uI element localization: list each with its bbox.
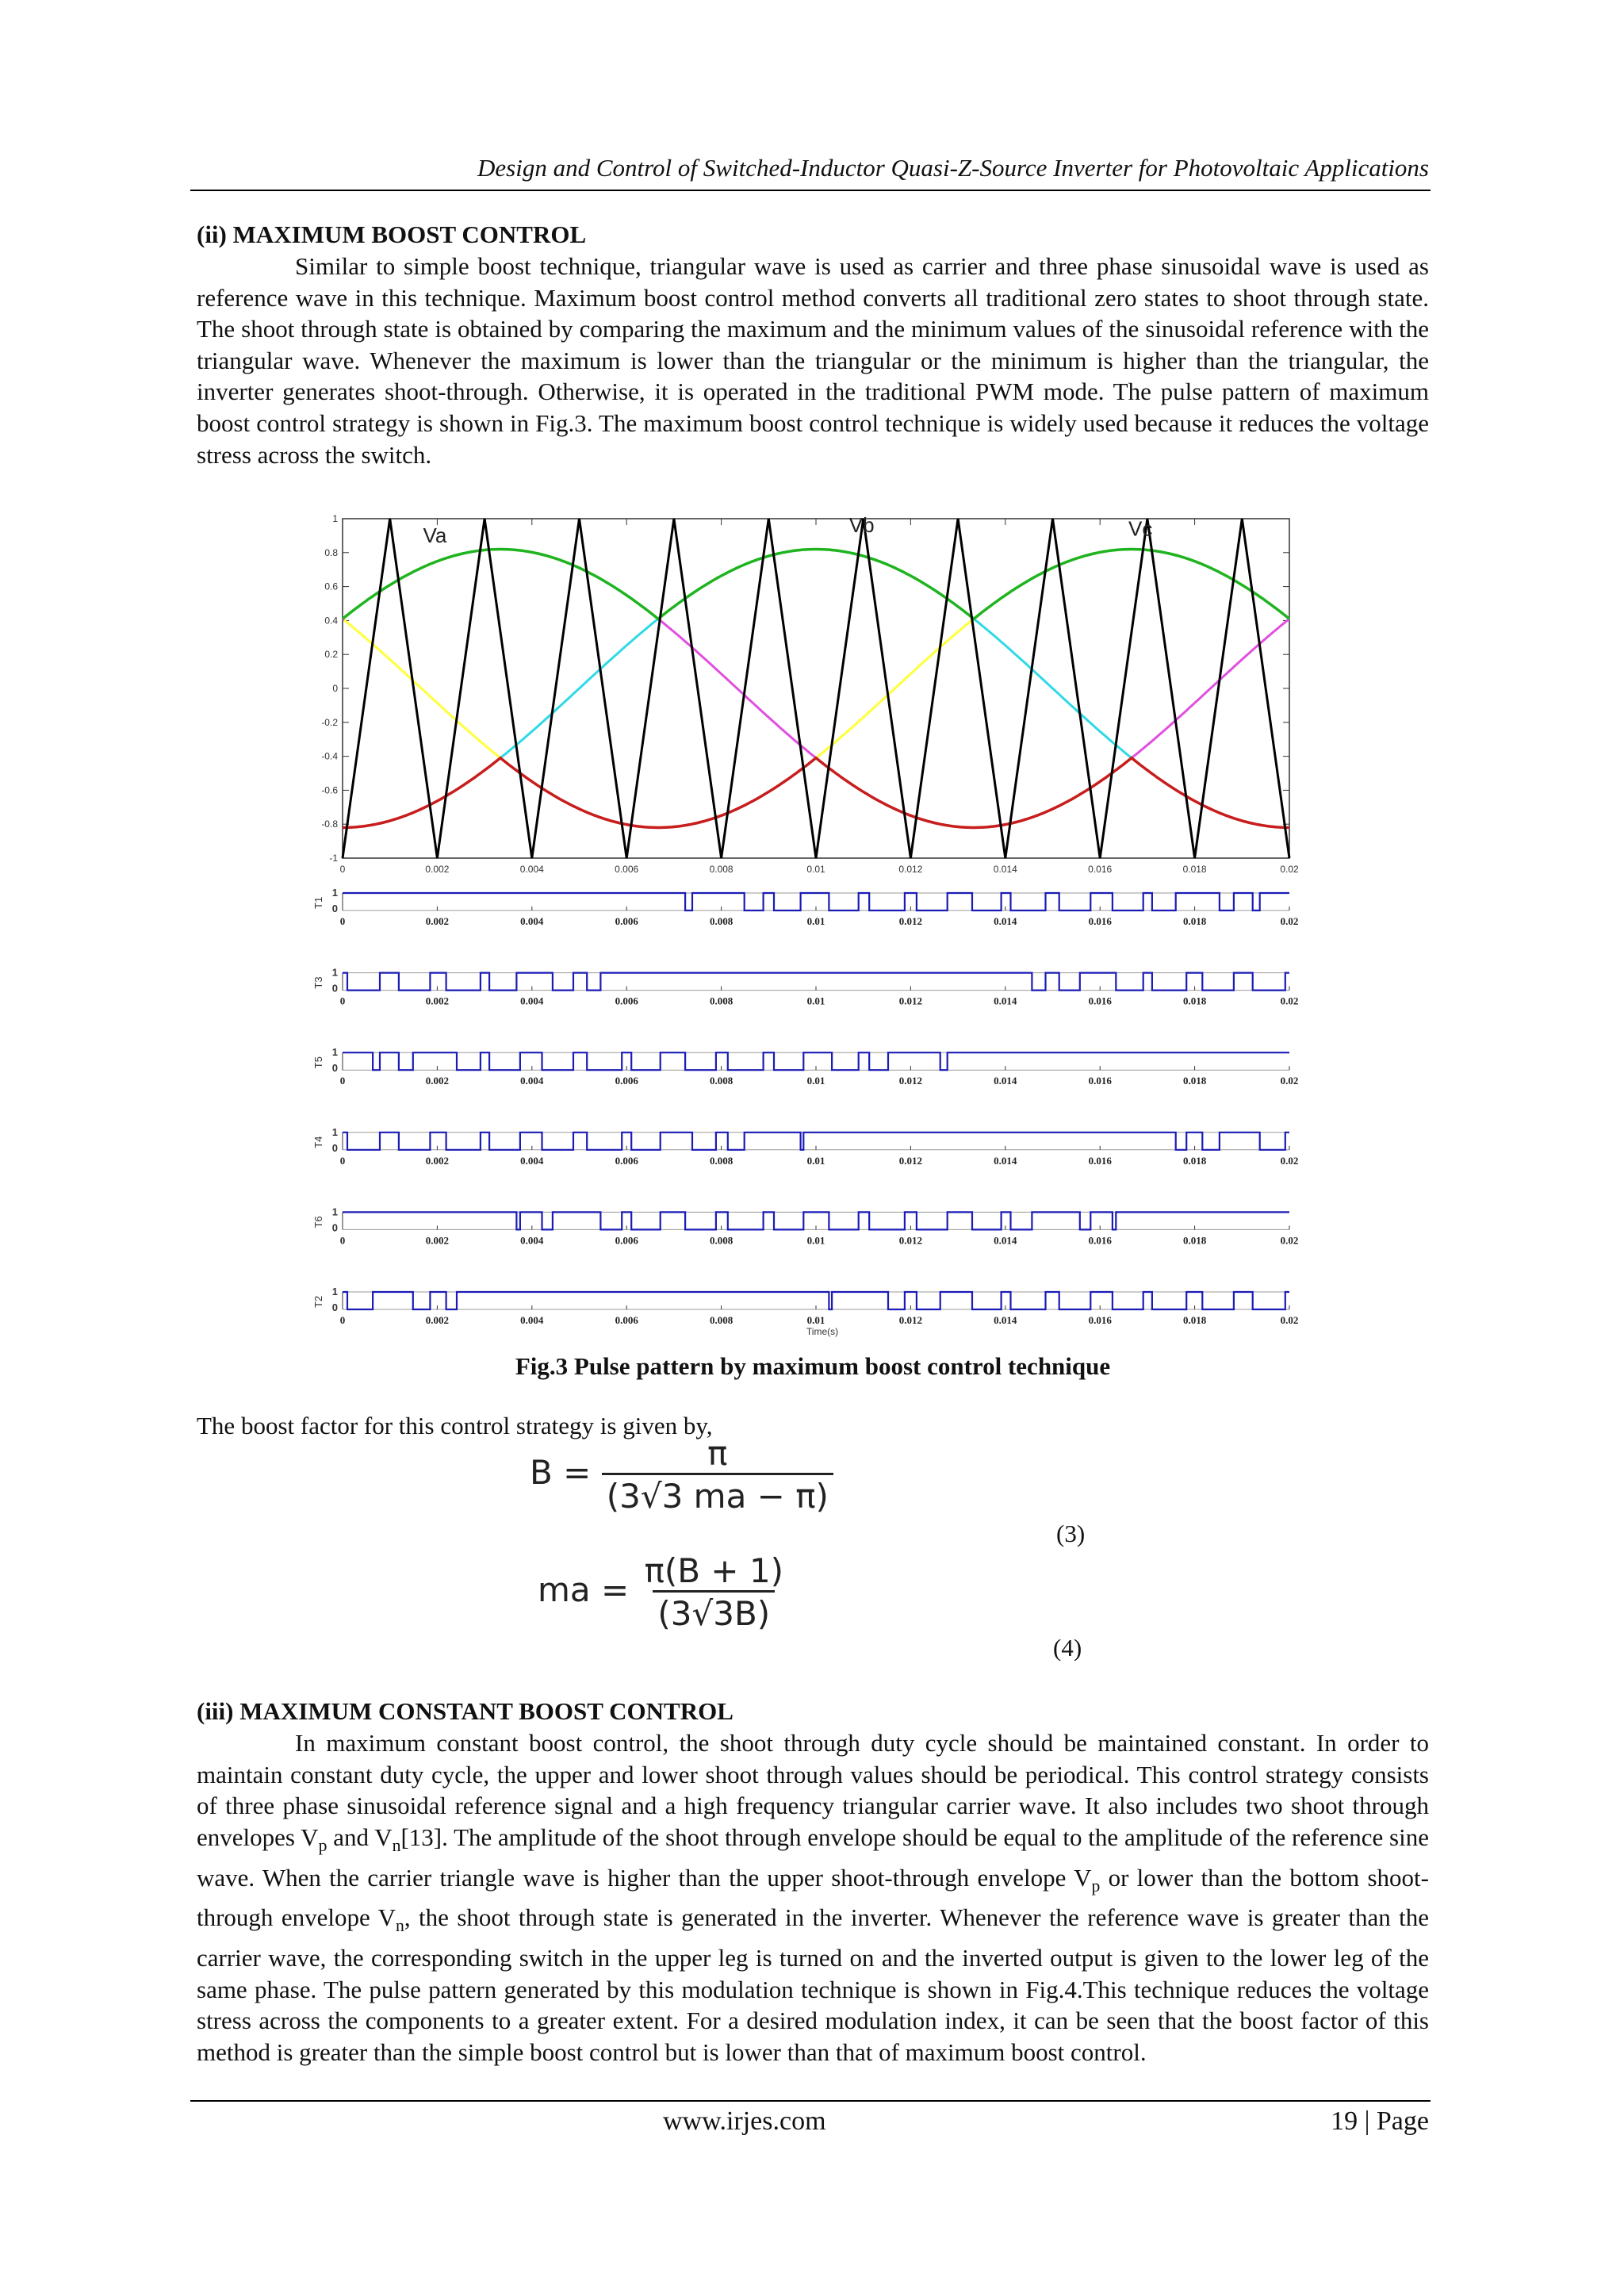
pulse-x-tick-label: 0.01	[806, 1314, 825, 1326]
figure-caption: Fig.3 Pulse pattern by maximum boost control technique	[515, 1352, 1111, 1380]
pulse-x-tick-label: 0.018	[1182, 915, 1207, 927]
x-tick-label: 0.004	[519, 864, 544, 875]
pulse-x-tick-label: 0.012	[898, 1234, 923, 1247]
pulse-x-tick-label: 0	[339, 995, 346, 1007]
pulse-x-tick-label: 0.014	[994, 915, 1017, 927]
pulse-y-tick-label: 1	[331, 1286, 338, 1297]
pulse-x-tick-label: 0.006	[615, 1314, 638, 1326]
p3-part-1: In maximum constant boost control, the shoot through duty cycle should be maintained constant. In order to maintain constant duty cycle, the upper and lower shoot through values should be periodical. This control strategy consists of three phase sinusoidal reference signal and a high frequency triangular carrier wave. It also includes two shoot through envelopes V	[197, 1729, 1429, 1851]
series-label-vc: Vc	[1128, 516, 1153, 541]
pulse-label-t6: T6	[312, 1216, 324, 1228]
pulse-x-tick-label: 0.014	[994, 1154, 1017, 1167]
pulse-x-tick-label: 0.004	[520, 1314, 544, 1326]
pulse-x-tick-label: 0.002	[425, 1314, 450, 1326]
x-tick-label: 0.012	[898, 864, 923, 875]
pulse-y-tick-label: 0	[331, 1221, 338, 1234]
pulse-x-tick-label: 0.01	[806, 1154, 825, 1167]
y-tick-label: -0.8	[321, 818, 338, 830]
header-rule	[190, 190, 1431, 191]
running-header: Design and Control of Switched-Inductor Quasi-Z-Source Inverter for Photovoltaic Applications	[477, 154, 1429, 182]
pulse-label-t2: T2	[312, 1295, 324, 1308]
pulse-x-tick-label: 0.006	[615, 915, 638, 927]
pulse-x-tick-label: 0.012	[898, 1075, 923, 1087]
paragraph-maximum-constant-boost	[197, 1727, 1429, 2068]
equation-3	[530, 1434, 833, 1516]
paragraph-maximum-boost	[197, 251, 1429, 470]
pulse-x-tick-label: 0.008	[709, 1234, 733, 1247]
pulse-x-tick-label: 0.018	[1182, 1075, 1207, 1087]
subscript-n: n	[396, 1916, 404, 1936]
subscript-n: n	[392, 1835, 401, 1855]
pulse-x-tick-label: 0.02	[1280, 995, 1299, 1007]
pulse-x-tick-label: 0	[339, 1314, 346, 1326]
y-tick-label: -0.4	[321, 750, 338, 762]
equation-3-lhs: B =	[530, 1453, 592, 1492]
pulse-x-tick-label: 0.006	[615, 1154, 638, 1167]
x-tick-label: 0.014	[993, 864, 1017, 875]
pulse-x-tick-label: 0.016	[1088, 1075, 1112, 1087]
pulse-x-tick-label: 0.012	[898, 915, 923, 927]
footer-rule	[190, 2100, 1431, 2102]
pulse-y-tick-label: 0	[331, 1141, 338, 1154]
pulse-x-tick-label: 0.02	[1280, 1314, 1299, 1326]
y-tick-label: 0.8	[324, 546, 338, 558]
pulse-x-tick-label: 0.012	[898, 1154, 923, 1167]
equation-4-number: (4)	[1053, 1634, 1082, 1662]
p3-part-5: , the shoot through state is generated in the inverter. Whenever the reference wave is greater than the carrier wave, the corresponding switch in the upper leg is turned on and the inverted output is given to the lower leg of the same phase. The pulse pattern generated by this modulation technique is shown in Fig.4.This technique reduces the voltage stress across the components to a greater extent. For a desired modulation index, it can be seen that the boost factor of this method is greater than the simple boost control but is lower than that of maximum boost control.	[197, 1903, 1429, 2066]
pulse-x-tick-label: 0.018	[1182, 995, 1207, 1007]
pulse-x-tick-label: 0.004	[520, 915, 544, 927]
carrier-triangle-line	[343, 519, 1289, 858]
pulse-x-tick-label: 0.016	[1088, 915, 1112, 927]
pulse-x-tick-label: 0	[339, 1154, 346, 1167]
footer-page-number: 19 | Page	[1331, 2106, 1429, 2136]
pulse-label-t1: T1	[312, 896, 324, 909]
pulse-x-tick-label: 0.016	[1088, 1154, 1112, 1167]
pulse-x-tick-label: 0.004	[520, 995, 544, 1007]
pulse-x-tick-label: 0.018	[1182, 1234, 1207, 1247]
equation-3-denominator: (3√3 ma − π)	[602, 1473, 833, 1516]
series-label-va: Va	[423, 523, 447, 547]
y-tick-label: 0.4	[324, 615, 338, 627]
pulse-x-tick-label: 0.002	[425, 1154, 450, 1167]
pulse-y-tick-label: 0	[331, 1301, 338, 1313]
pulse-y-tick-label: 1	[331, 1205, 338, 1218]
pulse-x-tick-label: 0	[339, 915, 346, 927]
upper-envelope-line	[343, 550, 1289, 619]
pulse-y-tick-label: 1	[331, 887, 338, 899]
y-tick-label: -0.6	[321, 784, 338, 796]
subscript-p: p	[318, 1835, 327, 1855]
pulse-x-tick-label: 0.016	[1088, 1314, 1112, 1326]
equation-4-fraction	[640, 1551, 789, 1633]
x-tick-label: 0.016	[1088, 864, 1113, 875]
pulse-label-t4: T4	[312, 1136, 324, 1148]
y-tick-label: 0	[332, 683, 338, 694]
pulse-x-tick-label: 0.004	[520, 1075, 544, 1087]
pulse-x-tick-label: 0.012	[898, 995, 923, 1007]
p3-part-3: [13]. The amplitude of the shoot through envelope should be equal to the amplitude of the reference sine wave. When the carrier triangle wave is higher than the upper shoot-through envelope V	[197, 1823, 1429, 1892]
section-heading-maximum-constant-boost: (iii) MAXIMUM CONSTANT BOOST CONTROL	[197, 1697, 733, 1725]
pulse-x-tick-label: 0.01	[806, 1075, 825, 1087]
x-tick-label: 0.002	[425, 864, 450, 875]
equation-4-numerator: π(B + 1)	[644, 1551, 784, 1590]
p3-part-4: or lower than the bottom shoot-through envelope V	[197, 1863, 1429, 1932]
pulse-x-tick-label: 0.01	[806, 915, 825, 927]
pulse-y-tick-label: 0	[331, 982, 338, 995]
lower-envelope-line	[343, 758, 1289, 828]
x-tick-label: 0.008	[709, 864, 733, 875]
pulse-x-tick-label: 0.02	[1280, 1075, 1299, 1087]
pulse-x-tick-label: 0.008	[709, 995, 733, 1007]
x-tick-label: 0.01	[806, 864, 825, 875]
paragraph-text: Similar to simple boost technique, triangular wave is used as carrier and three phase sinusoidal wave is used as reference wave in this technique. Maximum boost control method converts all traditional zero states to shoot through state. The shoot through state is obtained by comparing the maximum and the minimum values of the sinusoidal reference with the triangular wave. Whenever the maximum is lower than the triangular or the minimum is higher than the triangular, the inverter generates shoot-through. Otherwise, it is operated in the traditional PWM mode. The pulse pattern of maximum boost control strategy is shown in Fig.3. The maximum boost control technique is widely used because it reduces the voltage stress across the switch.	[197, 252, 1429, 469]
pulse-x-tick-label: 0.014	[994, 1314, 1017, 1326]
series-Vb-line	[974, 619, 1132, 757]
pulse-x-tick-label: 0.002	[425, 1234, 450, 1247]
equation-3-number: (3)	[1056, 1520, 1086, 1547]
x-tick-label: 0.006	[615, 864, 639, 875]
y-tick-label: 1	[332, 513, 338, 524]
pulse-x-tick-label: 0.008	[709, 1154, 733, 1167]
x-tick-label: 0	[339, 864, 346, 875]
plot-frame	[343, 519, 1289, 858]
pulse-y-tick-label: 0	[331, 903, 338, 914]
series-Vb-line	[500, 619, 658, 757]
pulse-x-tick-label: 0.014	[994, 1075, 1017, 1087]
x-tick-label: 0.018	[1182, 864, 1207, 875]
pulse-x-tick-label: 0.02	[1280, 1154, 1299, 1167]
pulse-x-tick-label: 0	[339, 1234, 346, 1247]
pulse-pattern-chart	[311, 508, 1316, 1347]
pulse-x-tick-label: 0.006	[615, 995, 638, 1007]
pulse-x-tick-label: 0.018	[1182, 1154, 1207, 1167]
y-tick-label: 0.2	[324, 649, 338, 661]
y-tick-label: -1	[329, 853, 338, 864]
equation-3-fraction	[602, 1434, 833, 1516]
equation-4-denominator: (3√3B)	[653, 1590, 775, 1633]
figure-pulse-pattern	[311, 508, 1316, 1347]
pulse-y-tick-label: 1	[331, 966, 338, 979]
x-axis-label: Time(s)	[806, 1326, 839, 1337]
pulse-label-t5: T5	[312, 1056, 324, 1069]
pulse-x-tick-label: 0.01	[806, 1234, 825, 1247]
subscript-p: p	[1091, 1876, 1101, 1895]
pulse-x-tick-label: 0.004	[520, 1234, 544, 1247]
pulse-x-tick-label: 0.02	[1280, 915, 1299, 927]
equation-4-lhs: ma =	[538, 1570, 630, 1609]
footer-website: www.irjes.com	[663, 2106, 826, 2136]
pulse-x-tick-label: 0.012	[898, 1314, 923, 1326]
section-heading-maximum-boost: (ii) MAXIMUM BOOST CONTROL	[197, 220, 587, 248]
pulse-x-tick-label: 0.008	[709, 915, 733, 927]
pulse-y-tick-label: 1	[331, 1046, 338, 1059]
pulse-x-tick-label: 0.002	[425, 915, 450, 927]
p3-part-2: and V	[327, 1823, 393, 1851]
series-label-vb: Vb	[848, 513, 875, 538]
pulse-x-tick-label: 0.014	[994, 1234, 1017, 1247]
pulse-y-tick-label: 0	[331, 1062, 338, 1075]
equation-3-numerator: π	[707, 1434, 728, 1473]
y-tick-label: -0.2	[321, 716, 338, 728]
pulse-x-tick-label: 0.02	[1280, 1234, 1299, 1247]
pulse-x-tick-label: 0.006	[615, 1075, 638, 1087]
pulse-x-tick-label: 0.01	[806, 995, 825, 1007]
pulse-x-tick-label: 0.006	[615, 1234, 638, 1247]
pulse-x-tick-label: 0.016	[1088, 1234, 1112, 1247]
series-Vc-line	[344, 620, 500, 758]
pulse-x-tick-label: 0.016	[1088, 995, 1112, 1007]
y-tick-label: 0.6	[324, 581, 338, 592]
pulse-x-tick-label: 0.002	[425, 995, 450, 1007]
pulse-x-tick-label: 0.008	[709, 1075, 733, 1087]
pulse-x-tick-label: 0.004	[520, 1154, 544, 1167]
pulse-x-tick-label: 0.008	[709, 1314, 733, 1326]
pulse-y-tick-label: 1	[331, 1125, 338, 1138]
pulse-x-tick-label: 0.002	[425, 1075, 450, 1087]
equation-4	[538, 1551, 788, 1633]
pulse-label-t3: T3	[312, 976, 324, 989]
pulse-x-tick-label: 0	[339, 1075, 346, 1087]
boost-factor-intro: The boost factor for this control strategy is given by,	[197, 1412, 713, 1439]
x-tick-label: 0.02	[1280, 864, 1299, 875]
pulse-x-tick-label: 0.014	[994, 995, 1017, 1007]
pulse-x-tick-label: 0.018	[1182, 1314, 1207, 1326]
